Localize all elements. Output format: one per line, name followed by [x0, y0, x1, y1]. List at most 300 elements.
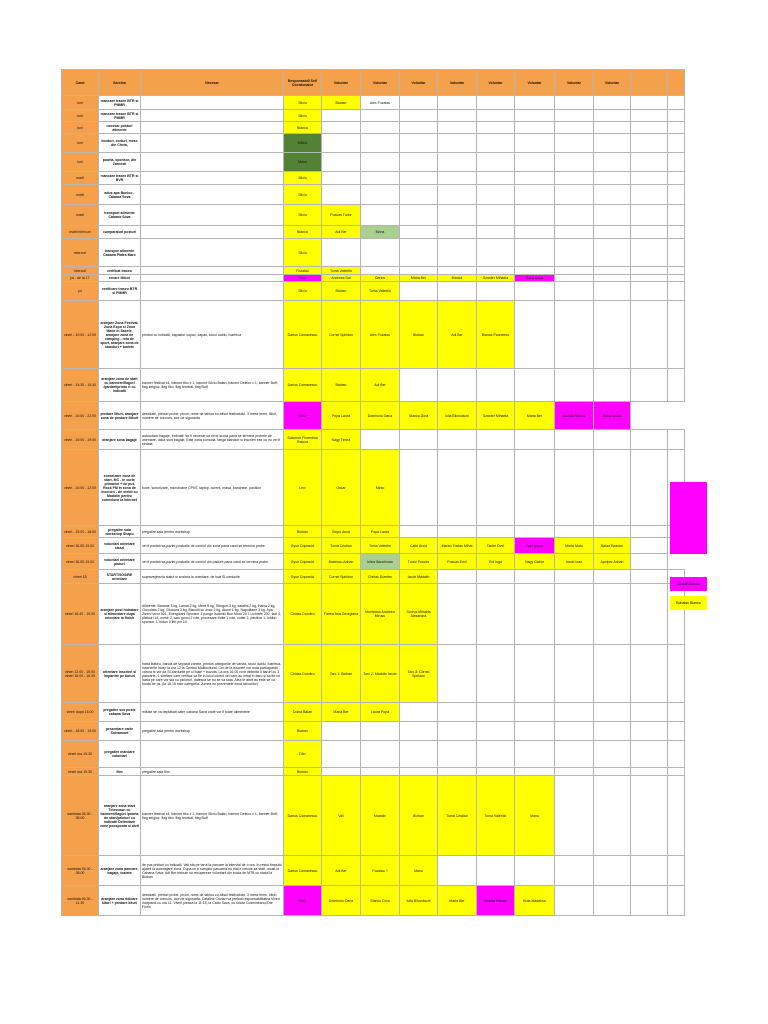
task-cell: mancare trasee BTR si PMMR	[99, 96, 141, 110]
task-cell: voluntari orientare strazi	[99, 538, 141, 554]
needs-cell	[141, 226, 284, 239]
task-cell: aranjare zona pancare, bagaje, toalete	[99, 856, 141, 886]
volunteer-cell	[400, 768, 438, 776]
task-cell: orientare inscrieri si impartire pe tiaruri	[99, 645, 141, 703]
volunteer-cell	[631, 526, 668, 538]
needs-cell: supraveghezia statut si sosirea la orientare, de luat SI-cardurile	[141, 570, 284, 584]
volunteer-cell	[555, 722, 594, 741]
when-cell: vineri - 14:30 - 15:30	[62, 369, 99, 402]
volunteer-cell	[594, 369, 631, 402]
volunteer-cell: Szanter Mihaela	[477, 275, 515, 282]
table-row	[62, 741, 685, 768]
volunteer-cell	[515, 856, 555, 886]
responsible-cell: Solomon Florentina Raluca	[284, 430, 322, 450]
volunteer-cell	[515, 703, 555, 722]
responsible-cell: Bioban	[284, 526, 322, 538]
volunteer-cell	[515, 110, 555, 122]
volunteer-cell: Iulia Bilovolschi	[438, 402, 477, 430]
responsible-cell: Silviu	[284, 239, 322, 267]
responsible-cell: Chiriac Dumitru	[284, 584, 322, 645]
volunteer-cell	[438, 239, 477, 267]
task-cell: aranjare Zona Festival, Zona Expo si Zona Made in Sacele, aranjare zona de camping - rola de sport, aranjare zona de standuri + toalete	[99, 301, 141, 369]
needs-cell	[141, 172, 284, 185]
volunteer-cell	[668, 776, 685, 856]
volunteer-cell	[668, 153, 685, 172]
task-cell: pregatire sala workshop Shapu	[99, 526, 141, 538]
volunteer-cell: Alex Fozalau	[361, 96, 400, 110]
volunteer-cell	[594, 450, 631, 526]
when-cell: vineri - 10:00 - 22:00	[62, 402, 99, 430]
task-cell: aranjare zona start Telescaun cu bannere/flaguri /poarta de start/printuri cu indicatii Delimitare zone poosponta si alvit	[99, 776, 141, 856]
task-cell: aranjare post hidratare si alimentare dupa orientare la finish	[99, 584, 141, 645]
volunteer-cell	[361, 741, 400, 768]
responsible-cell: Silviu	[284, 96, 322, 110]
volunteer-cell	[477, 282, 515, 301]
table-row	[62, 645, 685, 703]
volunteer-cell	[477, 450, 515, 526]
volunteer-cell	[400, 205, 438, 226]
volunteer-cell: Chiriac Dumitru	[361, 570, 400, 584]
volunteer-cell	[438, 110, 477, 122]
volunteer-cell	[515, 584, 555, 645]
volunteer-cell	[438, 172, 477, 185]
task-cell: pregatire sos poste cabana Sova	[99, 703, 141, 722]
table-row	[62, 185, 685, 205]
volunteer-cell: Cornel Spiridon	[322, 570, 361, 584]
volunteer-cell	[594, 703, 631, 722]
volunteer-cell: Toma Valentin	[477, 776, 515, 856]
when-cell: vineri ora 19.30	[62, 741, 99, 768]
when-cell: sambata 06.30 - 11.30	[62, 886, 99, 916]
volunteer-cell: Madolin	[361, 776, 400, 856]
volunteer-cell: Puscas Emil	[438, 554, 477, 570]
volunteer-cell: Bioban	[322, 369, 361, 402]
volunteer-cell	[631, 430, 668, 450]
volunteer-cell	[438, 369, 477, 402]
volunteer-cell: Puscas Tudor	[322, 205, 361, 226]
volunteer-cell	[477, 226, 515, 239]
volunteer-cell	[555, 205, 594, 226]
volunteer-cell	[515, 301, 555, 369]
task-cell: prezentare carte Solvamont	[99, 722, 141, 741]
volunteer-cell	[515, 239, 555, 267]
volunteer-cell	[400, 369, 438, 402]
volunteer-cell	[594, 776, 631, 856]
volunteer-cell	[594, 282, 631, 301]
volunteer-cell	[594, 722, 631, 741]
table-row	[62, 768, 685, 776]
volunteer-cell	[555, 703, 594, 722]
volunteer-cell: Vali	[322, 776, 361, 856]
volunteer-cell: Sabi Iasua	[515, 538, 555, 554]
volunteer-cell	[515, 430, 555, 450]
volunteer-cell: Oscar	[322, 450, 361, 526]
volunteer-cell	[668, 185, 685, 205]
volunteer-cell	[555, 301, 594, 369]
volunteer-cell: Iulius Bauchman	[361, 554, 400, 570]
volunteer-cell: Bozitta Hanea	[477, 886, 515, 916]
volunteer-cell	[400, 226, 438, 239]
responsible-cell: Viola	[284, 275, 322, 282]
volunteer-cell	[594, 172, 631, 185]
volunteer-cell	[668, 282, 685, 301]
volunteer-cell	[555, 776, 594, 856]
table-row	[62, 526, 685, 538]
volunteer-cell	[361, 185, 400, 205]
responsible-cell: Gyuri Dopowici	[284, 554, 322, 570]
volunteer-cell	[555, 570, 594, 584]
responsible-cell: Chiriac Dumitru	[284, 645, 322, 703]
volunteer-cell	[631, 570, 668, 584]
volunteer-cell	[668, 722, 685, 741]
responsible-cell: Bioban	[284, 722, 322, 741]
table-row	[62, 402, 685, 430]
volunteer-cell	[515, 722, 555, 741]
volunteer-cell	[438, 570, 477, 584]
volunteer-cell: Iacob Madalin	[400, 570, 438, 584]
volunteer-cell: Fiarea Ana Georgiana	[322, 584, 361, 645]
volunteer-cell	[668, 205, 685, 226]
volunteer-cell	[361, 430, 400, 450]
volunteer-cell	[477, 134, 515, 153]
volunteer-cell	[668, 703, 685, 722]
volunteer-cell	[515, 205, 555, 226]
table-row	[62, 110, 685, 122]
volunteer-cell: Dobrinoiu Oana	[322, 886, 361, 916]
volunteer-cell	[668, 172, 685, 185]
volunteer-cell	[477, 110, 515, 122]
volunteer-cell	[477, 96, 515, 110]
volunteer-cell	[477, 122, 515, 134]
volunteer-cell: Maria Ber	[515, 402, 555, 430]
needs-cell: harta traseu, banda de separat zonele, printuri categoriile de varsta, scoci dublu, foarfeca. Inscrierile incep la ora 12 la Centrul Multicultural. Cei de la inscrieri vor nota participantii carora le vor da SI-cardurile pe ci foaie + buzuta. La ora 16.00 vom delimita 3 tiaruri cu 3 pancarte, 1 simfiarc care verifica sa fie in locul corect cei care au intrat in tiaru si sa fie cu harta pe care vor sta cu picioruri, datesca se nu se va sata. Alea te atsrt au este se va fonda de ps. (la 16.15 este categoria. Jumea nu prezentele zona tarourilor)	[141, 645, 284, 703]
header-cell: Voluntar	[555, 70, 594, 96]
volunteer-cell	[555, 226, 594, 239]
volunteer-cell	[631, 96, 668, 110]
volunteer-cell: Toma Valentin	[361, 282, 400, 301]
task-cell: mancare trasee BTR si PMMR	[99, 110, 141, 122]
volunteer-cell	[668, 134, 685, 153]
task-cell: cumparaturi posturi	[99, 226, 141, 239]
volunteer-cell	[438, 185, 477, 205]
volunteer-cell	[438, 722, 477, 741]
volunteer-cell	[438, 153, 477, 172]
volunteer-cell	[400, 430, 438, 450]
needs-cell	[141, 239, 284, 267]
volunteer-cell	[361, 267, 400, 275]
volunteer-cell: Toma Cristian	[438, 776, 477, 856]
volunteer-cell	[438, 856, 477, 886]
header-cell: Necesar	[141, 70, 284, 96]
volunteer-cell	[438, 205, 477, 226]
volunteer-cell	[631, 856, 668, 886]
task-cell: verificare traseu BTR si PMMR	[99, 282, 141, 301]
needs-cell	[141, 110, 284, 122]
volunteer-cell	[477, 722, 515, 741]
table-row	[62, 275, 685, 282]
when-cell: vineri 16.00-19.00	[62, 538, 99, 554]
volunteer-cell	[400, 185, 438, 205]
volunteer-cell: Mona	[361, 226, 400, 239]
volunteer-cell	[631, 110, 668, 122]
volunteer-cell	[477, 430, 515, 450]
volunteer-cell	[515, 226, 555, 239]
volunteer-cell	[477, 645, 515, 703]
side-note-cell	[670, 596, 707, 610]
table-row	[62, 369, 685, 402]
table-row	[62, 430, 685, 450]
volunteer-cell	[477, 185, 515, 205]
table-row	[62, 886, 685, 916]
volunteer-cell	[555, 172, 594, 185]
volunteer-cell	[668, 430, 685, 450]
volunteer-cell	[477, 267, 515, 275]
volunteer-cell: Stupu Anca	[322, 526, 361, 538]
volunteer-cell	[515, 153, 555, 172]
task-cell: voluntari orientare paduri	[99, 554, 141, 570]
table-row	[62, 450, 685, 526]
volunteer-cell	[631, 768, 668, 776]
volunteer-cell: Dobrinoiu Oana	[361, 402, 400, 430]
volunteer-cell	[594, 645, 631, 703]
volunteer-cell	[631, 205, 668, 226]
responsible-cell: Manu	[284, 153, 322, 172]
responsible-cell: Silviu	[284, 185, 322, 205]
volunteer-cell	[400, 450, 438, 526]
volunteer-cell	[594, 267, 631, 275]
responsible-cell: Viola	[284, 886, 322, 916]
volunteer-cell: Tache Ovei	[477, 538, 515, 554]
responsible-cell: Darius Comanescu	[284, 856, 322, 886]
header-cell: Voluntar	[400, 70, 438, 96]
responsible-cell: Darius Comanescu	[284, 776, 322, 856]
needs-cell: vei fi postati sa pazim posturile de control din zona pana cand se termina probe	[141, 538, 284, 554]
volunteer-cell	[438, 96, 477, 110]
volunteer-cell	[668, 645, 685, 703]
when-cell: vineri ora 19.30	[62, 768, 99, 776]
volunteer-cell	[594, 96, 631, 110]
needs-cell: banner festival x4, banner tiko x 1, banner Silviu Balan, banner Deleco x 1, banner Buff, flag seigioc, flag tiko, flag festival, flag Buff	[141, 776, 284, 856]
volunteer-cell: Maria Ber	[438, 886, 477, 916]
needs-cell: de pus printuri cu indicatii. Vali sta pe tarut la parcare la intervial de o ora. In restul timpului ajuteti la amenajare zona. Dupa ce e sumplut parcarea nu mai e nevoie sa stati, urcati la Cabana Sava. Adi Ber trebuie sa recupereze voluntarii din bucla de MTB cu statul la Bioban	[141, 856, 284, 886]
volunteer-cell: Bratescu Adrian	[322, 554, 361, 570]
volunteer-cell	[594, 856, 631, 886]
needs-cell: banner festival x4, banner tiko x 1, banner Silviu Balan, banner Deleco x 1, banner Buff, flag seigioc, flag tiko, flag festival, flag Buff	[141, 369, 284, 402]
volunteer-cell	[322, 722, 361, 741]
volunteer-cell	[438, 134, 477, 153]
volunteer-cell	[400, 239, 438, 267]
volunteer-cell	[322, 239, 361, 267]
when-cell: sambata 06.30 - 08.00	[62, 776, 99, 856]
needs-cell: Alimente: Banane 5 kg, Lamai 2 kg, Mere 5 kg, Struguri 3 kg, salatini 2 kg, Halva 2 kg, Ciocolata 2 kg, Glucoza 3 kg, Biscuiti cu ovaz 2 kg, Alune 1 kg, Napolitane 3 kg. Apa Zizerv izvor 501, Energizant Sponsor 1 punge Isotonic Buc Moru 20 l. Lichiare 200, taxi 4, platouri 14, mese 2, saci gunoi 2 role, procesare fruite 1 role, cutite 2, pavilion 1. Izidun sponsor 1, bidon 5 litri pin 10	[141, 584, 284, 645]
responsible-cell: Mitică	[284, 134, 322, 153]
volunteer-cell	[555, 239, 594, 267]
volunteer-cell	[322, 185, 361, 205]
volunteer-cell	[515, 450, 555, 526]
needs-cell: destolatii, printuri probe, pixuri, rame de tablou cu afisul festivalului, 3 mese lemn, kituri, numere de concurs, ace de siguranta. Cataline Cozlan va preluai responsabilitatea Viveri incepand cu ora 11. Viveri pleaca la 11:15, la Cabo Sava, cu soara Cosmineanu,Ene Florin	[141, 886, 284, 916]
task-cell: START/SOSIRE orientare	[99, 570, 141, 584]
header-row	[62, 70, 685, 96]
volunteer-cell	[361, 134, 400, 153]
volunteer-cell: Popa Laura	[322, 402, 361, 430]
task-cell: sonorizare zona de start, MC - in curte primariei + de pus Rock FM in zona de inscrieri - de verbit cu Madolin pentru conexiune la internet	[99, 450, 141, 526]
volunteer-cell: Nagy Gabor	[515, 554, 555, 570]
volunteer-cell	[555, 430, 594, 450]
volunteer-cell	[555, 768, 594, 776]
header-cell: Voluntar	[438, 70, 477, 96]
volunteer-cell	[555, 185, 594, 205]
volunteer-cell	[631, 122, 668, 134]
volunteer-cell	[477, 703, 515, 722]
volunteer-cell	[631, 703, 668, 722]
volunteer-cell	[631, 645, 668, 703]
volunteer-cell	[400, 267, 438, 275]
when-cell: miercuri	[62, 239, 99, 267]
volunteer-cell	[668, 741, 685, 768]
volunteer-cell	[515, 267, 555, 275]
volunteer-cell: Laura Popa	[361, 703, 400, 722]
volunteer-cell	[361, 239, 400, 267]
volunteer-cell	[631, 267, 668, 275]
when-cell: vineri - 10:00 - 12:00	[62, 301, 99, 369]
volunteer-cell	[594, 153, 631, 172]
volunteer-cell	[438, 450, 477, 526]
task-cell: transport alimente Cabana Sova	[99, 205, 141, 226]
volunteer-cell	[438, 741, 477, 768]
volunteer-cell	[515, 645, 555, 703]
header-cell: Voluntar	[515, 70, 555, 96]
responsible-cell: Darius Comanescu	[284, 301, 322, 369]
needs-cell	[141, 185, 284, 205]
volunteer-cell	[631, 185, 668, 205]
volunteer-cell	[668, 122, 685, 134]
volunteer-cell	[322, 172, 361, 185]
volunteer-cell	[631, 886, 668, 916]
table-row	[62, 122, 685, 134]
volunteer-cell: Maria Mutu	[555, 538, 594, 554]
volunteer-cell	[515, 369, 555, 402]
volunteer-cell	[631, 369, 668, 402]
when-cell: luni	[62, 153, 99, 172]
responsible-cell: Bianca	[284, 122, 322, 134]
volunteer-cell: Tudor Puscas	[400, 554, 438, 570]
table-row	[62, 301, 685, 369]
table-row	[62, 554, 685, 570]
task-cell: necesar posturi alimente	[99, 122, 141, 134]
volunteer-cell	[668, 239, 685, 267]
needs-cell: destolatii, printuri probe, pixuri, rame de tablou cu afisul festivalului, 3 mese lemn, liliuri, numere de concurs, ace de siguranta	[141, 402, 284, 430]
side-note-text: Catalin Alecsa	[677, 582, 700, 586]
task-cell: creare lilituri	[99, 275, 141, 282]
volunteer-cell	[477, 741, 515, 768]
task-cell: predare lilturi, aranjare zona de predare liliturt	[99, 402, 141, 430]
responsible-cell: Gyuri Dopowici	[284, 538, 322, 554]
volunteer-cell	[477, 526, 515, 538]
volunteer-cell: Manu	[400, 856, 438, 886]
volunteer-cell	[515, 526, 555, 538]
when-cell: marti	[62, 172, 99, 185]
volunteer-cell	[477, 570, 515, 584]
volunteer-cell	[668, 275, 685, 282]
responsible-cell: Silviu	[284, 282, 322, 301]
needs-cell	[141, 153, 284, 172]
volunteer-cell	[555, 856, 594, 886]
volunteer-cell: Stancu Dora	[361, 886, 400, 916]
volunteer-cell	[631, 172, 668, 185]
volunteer-cell	[555, 886, 594, 916]
volunteer-cell	[322, 741, 361, 768]
volunteer-cell: Alex Fozalau	[361, 301, 400, 369]
volunteer-cell	[668, 110, 685, 122]
volunteer-cell: Mirko	[361, 450, 400, 526]
when-cell: vineri - 10:00 - 12:00	[62, 450, 99, 526]
header-cell: Responsabil/ Sef/ Coordonator	[284, 70, 322, 96]
task-cell: aranjare zona de start cu bannere/flaguri /gardari/printu ri cu indicatii	[99, 369, 141, 402]
volunteer-cell: Fozalau ?	[361, 856, 400, 886]
volunteer-cell	[555, 526, 594, 538]
volunteer-cell	[515, 282, 555, 301]
volunteer-cell	[594, 768, 631, 776]
volunteer-cell	[631, 134, 668, 153]
table-row	[62, 239, 685, 267]
volunteer-cell	[631, 226, 668, 239]
task-cell: adus apa Bunloc - Cabana Sova	[99, 185, 141, 205]
header-cell	[668, 70, 685, 96]
volunteer-cell	[631, 554, 668, 570]
side-note-cell	[670, 577, 707, 591]
volunteer-cell: Tarc 1: Bioban	[322, 645, 361, 703]
responsible-cell: Silviu	[284, 205, 322, 226]
table-row	[62, 570, 685, 584]
volunteer-cell	[631, 301, 668, 369]
volunteer-cell: Bianca	[438, 275, 477, 282]
volunteer-cell	[361, 205, 400, 226]
volunteer-cell	[668, 856, 685, 886]
volunteer-cell	[477, 205, 515, 226]
volunteer-cell	[400, 153, 438, 172]
volunteer-cell	[400, 110, 438, 122]
task-cell: pregatire mancare voluntari	[99, 741, 141, 768]
volunteer-cell	[438, 430, 477, 450]
volunteer-cell	[361, 768, 400, 776]
volunteer-cell	[555, 153, 594, 172]
volunteer-cell	[361, 110, 400, 122]
table-row	[62, 134, 685, 153]
needs-cell	[141, 282, 284, 301]
needs-cell	[141, 96, 284, 110]
responsible-cell: Doina Balan	[284, 703, 322, 722]
volunteer-cell	[594, 741, 631, 768]
volunteer-cell	[400, 282, 438, 301]
header-cell: Voluntar	[594, 70, 631, 96]
volunteer-cell: Maria Ber	[322, 703, 361, 722]
volunteer-cell	[594, 226, 631, 239]
volunteer-cell	[361, 153, 400, 172]
needs-cell: mituse se va deplasati catre cabana Sava unde vor fi toate alimentele	[141, 703, 284, 722]
when-cell: joi	[62, 282, 99, 301]
table-row	[62, 172, 685, 185]
volunteer-cell: Balan Razvan	[594, 538, 631, 554]
volunteer-cell	[438, 703, 477, 722]
volunteer-cell: Szanter Mihaela	[477, 402, 515, 430]
volunteer-cell	[631, 776, 668, 856]
volunteer-cell	[515, 741, 555, 768]
volunteer-cell	[361, 122, 400, 134]
volunteer-cell	[594, 526, 631, 538]
when-cell: vineri - 15:00 - 16:00	[62, 526, 99, 538]
volunteer-cell	[361, 172, 400, 185]
volunteer-cell: Edi Iuga	[477, 554, 515, 570]
